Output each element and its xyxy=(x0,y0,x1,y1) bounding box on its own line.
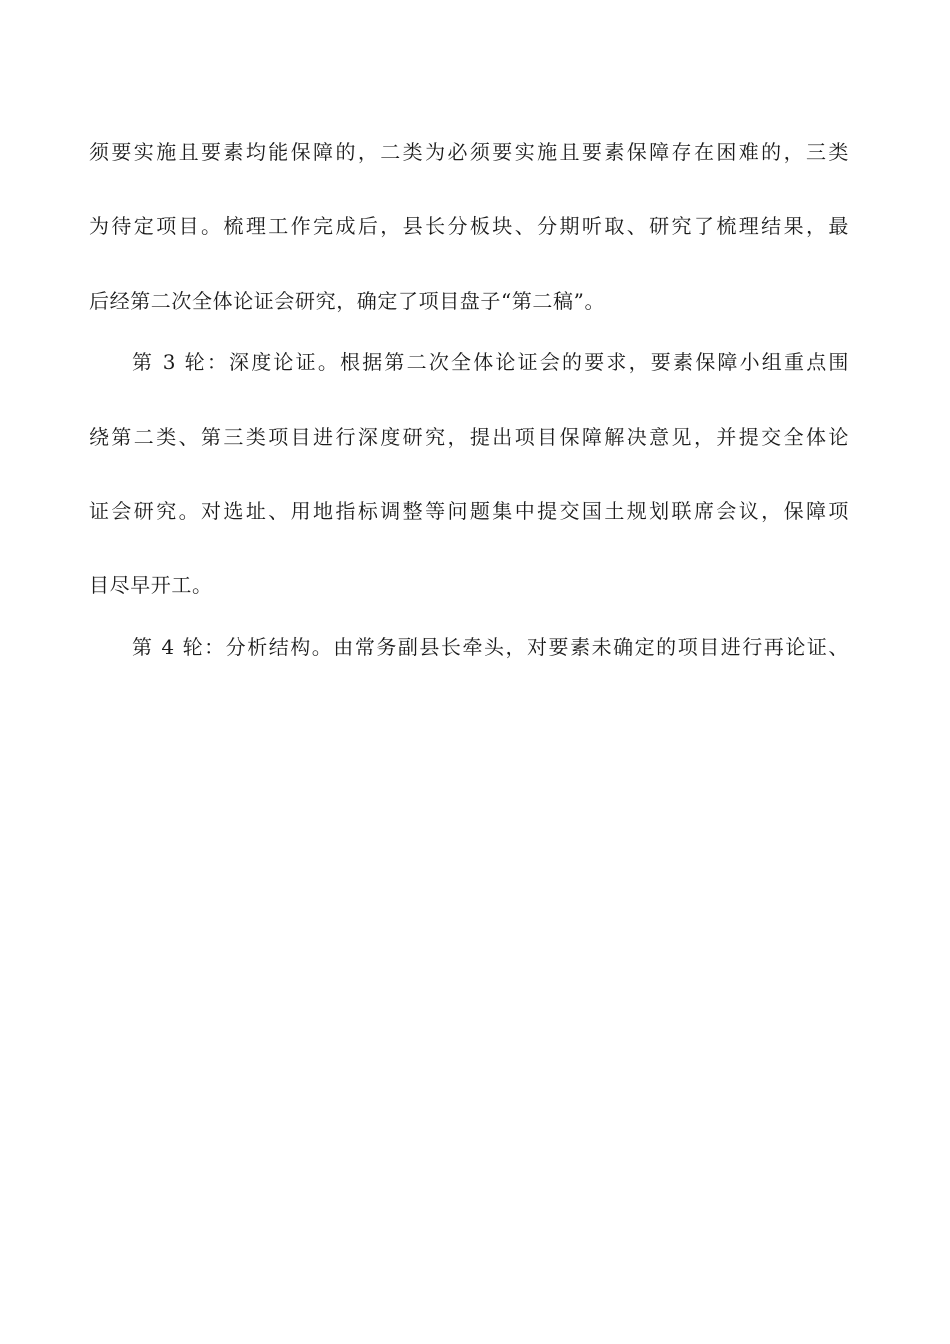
paragraph-line-6: 证会研究。对选址、用地指标调整等问题集中提交国土规划联席会议，保障项 xyxy=(89,499,849,523)
paragraph-line-8: 第 4 轮：分析结构。由常务副县长牵头，对要素未确定的项目进行再论证、 xyxy=(132,635,849,659)
paragraph-line-3: 后经第二次全体论证会研究，确定了项目盘子“第二稿”。 xyxy=(89,289,606,313)
paragraph-line-7: 目尽早开工。 xyxy=(89,573,213,597)
paragraph-line-4: 第 3 轮：深度论证。根据第二次全体论证会的要求，要素保障小组重点围 xyxy=(132,350,849,374)
paragraph-line-1: 须要实施且要素均能保障的，二类为必须要实施且要素保障存在困难的，三类 xyxy=(89,140,849,164)
paragraph-line-5: 绕第二类、第三类项目进行深度研究，提出项目保障解决意见，并提交全体论 xyxy=(89,425,849,449)
paragraph-line-2: 为待定项目。梳理工作完成后，县长分板块、分期听取、研究了梳理结果，最 xyxy=(89,214,849,238)
